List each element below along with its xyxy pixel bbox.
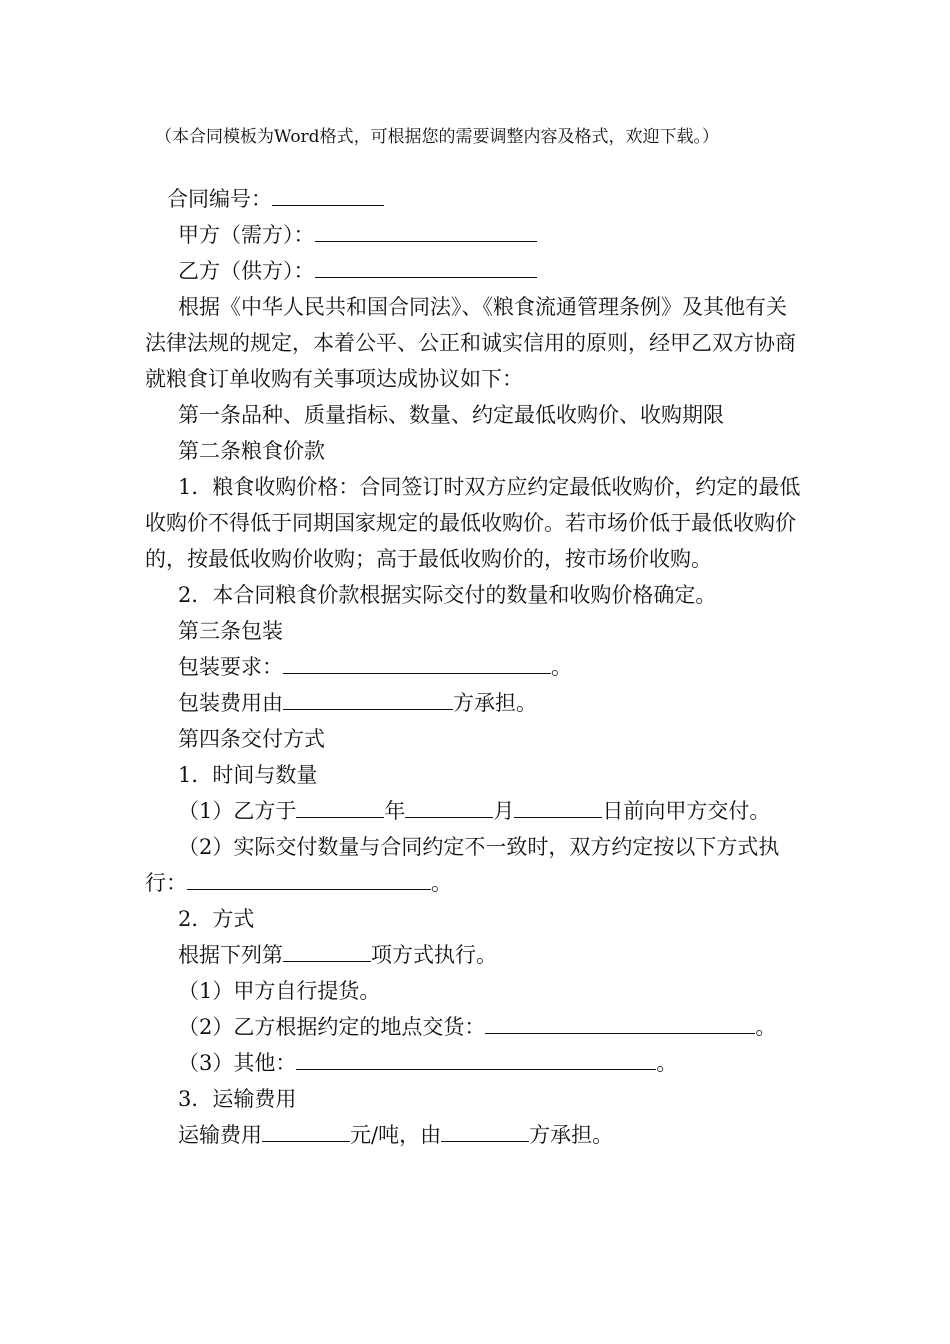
delivery-date-line — [145, 793, 805, 829]
period-mark: 。 — [755, 1015, 777, 1039]
period-mark: 。 — [431, 871, 452, 895]
packaging-fee-line — [145, 685, 805, 721]
section-3-heading: 3．运输费用 — [178, 1087, 297, 1111]
packaging-requirement-blank — [283, 651, 551, 674]
method-option-1: （1）甲方自行提货。 — [178, 979, 381, 1003]
packaging-fee-label: 包装费用由 — [178, 691, 283, 715]
article-2-clause-1: 1．粮食收购价格：合同签订时双方应约定最低收购价，约定的最低收购价不得低于同期国家规定的最低收购价。若市场价低于最低收购价的，按最低收购价收购；高于最低收购价的，按市场价收购。 — [145, 475, 801, 571]
method-number-blank — [283, 939, 371, 962]
delivery-location-blank — [485, 1011, 755, 1034]
contract-number-label: 合同编号： — [167, 187, 272, 211]
method-option-2-label: （2）乙方根据约定的地点交货： — [178, 1015, 486, 1039]
section-1-heading: 1．时间与数量 — [178, 763, 318, 787]
method-option-3 — [145, 1045, 805, 1081]
year-label: 年 — [384, 799, 406, 823]
packaging-fee-blank — [283, 687, 453, 710]
quantity-mismatch-line — [145, 829, 805, 901]
contract-body — [145, 181, 805, 1153]
party-b-label: 乙方（供方）： — [178, 259, 315, 283]
transport-fee-amount-blank — [262, 1119, 350, 1142]
packaging-fee-suffix: 方承担。 — [453, 691, 537, 715]
article-4-heading: 第四条交付方式 — [178, 727, 325, 751]
transport-fee-line — [145, 1117, 805, 1153]
other-method-blank — [296, 1047, 656, 1070]
packaging-requirement-label: 包装要求： — [178, 655, 283, 679]
transport-fee-unit: 元/吨，由 — [350, 1123, 442, 1147]
template-note: （本合同模板为Word格式，可根据您的需要调整内容及格式，欢迎下载。） — [155, 127, 720, 147]
method-select-label: 根据下列第 — [178, 943, 283, 967]
party-b-line — [145, 253, 805, 289]
method-option-3-label: （3）其他： — [178, 1051, 297, 1075]
party-a-line — [145, 217, 805, 253]
quantity-mismatch-blank — [187, 867, 431, 890]
delivery-date-label: （1）乙方于 — [178, 799, 297, 823]
method-select-suffix: 项方式执行。 — [371, 943, 497, 967]
party-a-blank — [315, 219, 537, 242]
day-label: 日前向甲方交付。 — [602, 799, 771, 823]
day-blank — [514, 795, 602, 818]
party-a-label: 甲方（需方）： — [178, 223, 315, 247]
month-blank — [405, 795, 493, 818]
article-2-heading: 第二条粮食价款 — [178, 439, 325, 463]
party-b-blank — [315, 255, 537, 278]
quantity-mismatch-text: （2）实际交付数量与合同约定不一致时，双方约定按以下方式执行： — [145, 835, 780, 895]
period-mark: 。 — [656, 1051, 678, 1075]
article-1-heading: 第一条品种、质量指标、数量、约定最低收购价、收购期限 — [178, 403, 724, 427]
article-3-heading: 第三条包装 — [178, 619, 283, 643]
contract-number-blank — [272, 183, 384, 206]
month-label: 月 — [493, 799, 515, 823]
method-option-2 — [145, 1009, 805, 1045]
packaging-requirement-line — [145, 649, 805, 685]
transport-fee-suffix: 方承担。 — [529, 1123, 614, 1147]
contract-number-line — [145, 181, 805, 217]
year-blank — [296, 795, 384, 818]
intro-paragraph: 根据《中华人民共和国合同法》、《粮食流通管理条例》及其他有关法律法规的规定，本着公平、公正和诚实信用的原则，经甲乙双方协商就粮食订单收购有关事项达成协议如下： — [145, 295, 796, 391]
period-mark: 。 — [551, 655, 572, 679]
article-2-clause-2: 2．本合同粮食价款根据实际交付的数量和收购价格确定。 — [178, 583, 717, 607]
method-select-line — [145, 937, 805, 973]
transport-fee-party-blank — [441, 1119, 529, 1142]
section-2-heading: 2．方式 — [178, 907, 255, 931]
transport-fee-label: 运输费用 — [178, 1123, 262, 1147]
